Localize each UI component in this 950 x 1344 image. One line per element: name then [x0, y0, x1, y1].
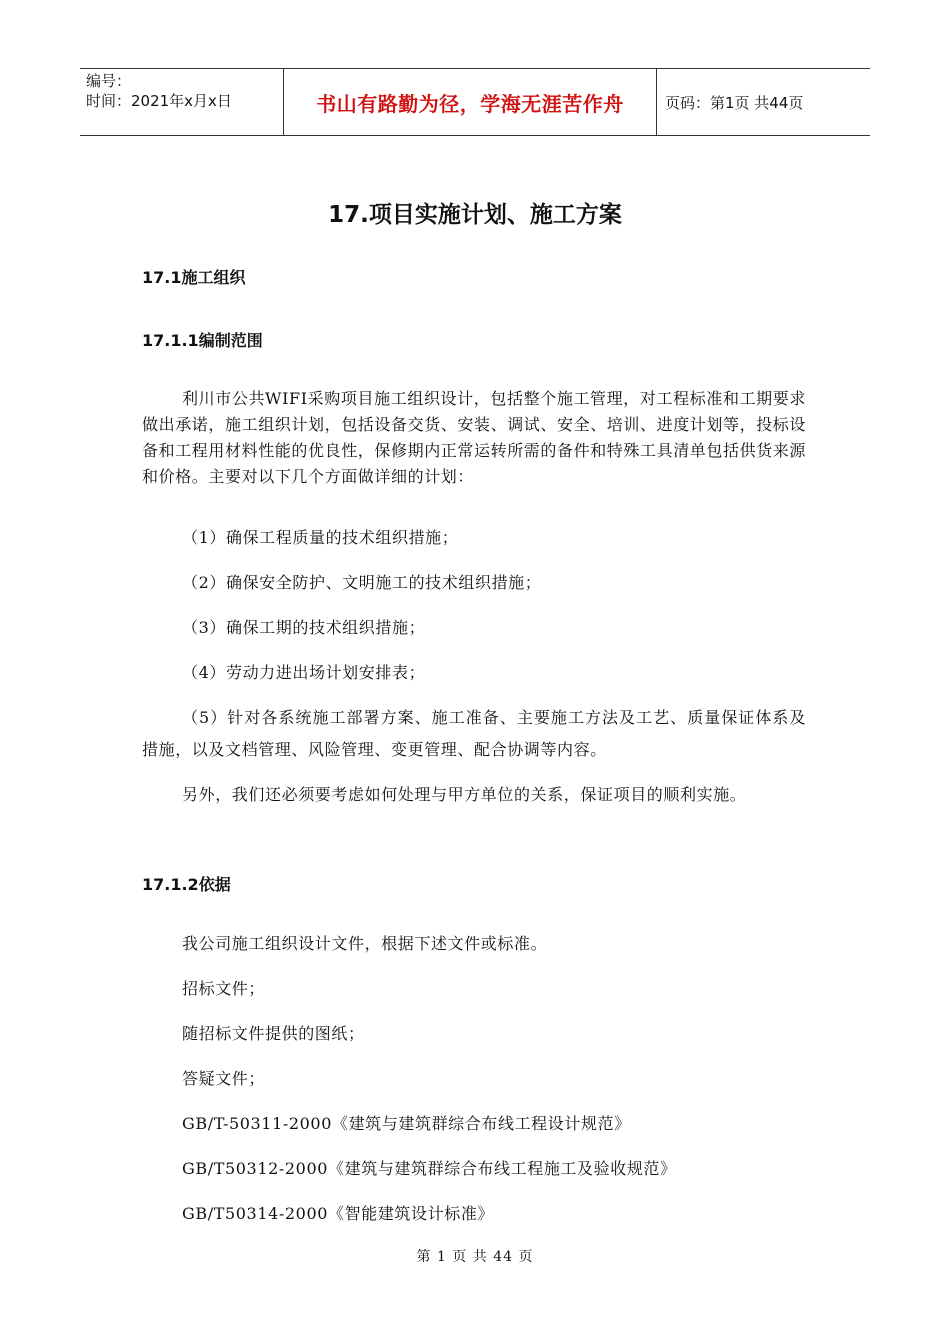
- list-item: （5）针对各系统施工部署方案、施工准备、主要施工方法及工艺、质量保证体系及措施，以及文档管理、风险管理、变更管理、配合协调等内容。: [142, 708, 806, 759]
- header-page-info: [657, 69, 870, 135]
- time-label: 时间：2021年x月x日: [86, 92, 232, 110]
- header-meta: [80, 69, 283, 135]
- page-header: [80, 68, 870, 136]
- number-label: 编号：: [86, 72, 132, 90]
- basis-item: 随招标文件提供的图纸；: [182, 1024, 365, 1043]
- document-title: 17.项目实施计划、施工方案: [328, 202, 622, 228]
- section-heading-17-1-2: 17.1.2依据: [142, 875, 231, 894]
- basis-item: GB/T50312-2000《建筑与建筑群综合布线工程施工及验收规范》: [182, 1159, 677, 1178]
- list-item: 另外，我们还必须要考虑如何处理与甲方单位的关系，保证项目的顺利实施。: [182, 785, 747, 804]
- basis-item: 答疑文件；: [182, 1069, 266, 1088]
- basis-item: GB/T-50311-2000《建筑与建筑群综合布线工程设计规范》: [182, 1114, 631, 1133]
- section-heading-17-1: 17.1施工组织: [142, 268, 246, 287]
- header-motto-cell: [283, 69, 657, 135]
- basis-item: GB/T50314-2000《智能建筑设计标准》: [182, 1204, 495, 1223]
- page-info-text: 页码：第1页 共44页: [665, 93, 804, 112]
- list-item: （4）劳动力进出场计划安排表；: [182, 663, 426, 682]
- list-item: （2）确保安全防护、文明施工的技术组织措施；: [182, 573, 542, 592]
- basis-item: 我公司施工组织设计文件，根据下述文件或标准。: [182, 934, 548, 953]
- page-footer: 第 1 页 共 44 页: [416, 1249, 534, 1265]
- section-heading-17-1-1: 17.1.1编制范围: [142, 331, 263, 350]
- motto-text: 书山有路勤为径，学海无涯苦作舟: [316, 91, 624, 116]
- list-item: （3）确保工期的技术组织措施；: [182, 618, 426, 637]
- list-item: （1）确保工程质量的技术组织措施；: [182, 528, 459, 547]
- intro-paragraph: 利川市公共WIFI采购项目施工组织设计，包括整个施工管理，对工程标准和工期要求做出承诺，施工组织计划，包括设备交货、安装、调试、安全、培训、进度计划等，投标设备和工程用材料性能的优良性，保修期内正常运转所需的备件和特殊工具清单包括供货来源和价格。主要对以下几个方面做详细的计划：: [142, 389, 807, 486]
- basis-item: 招标文件；: [182, 979, 266, 998]
